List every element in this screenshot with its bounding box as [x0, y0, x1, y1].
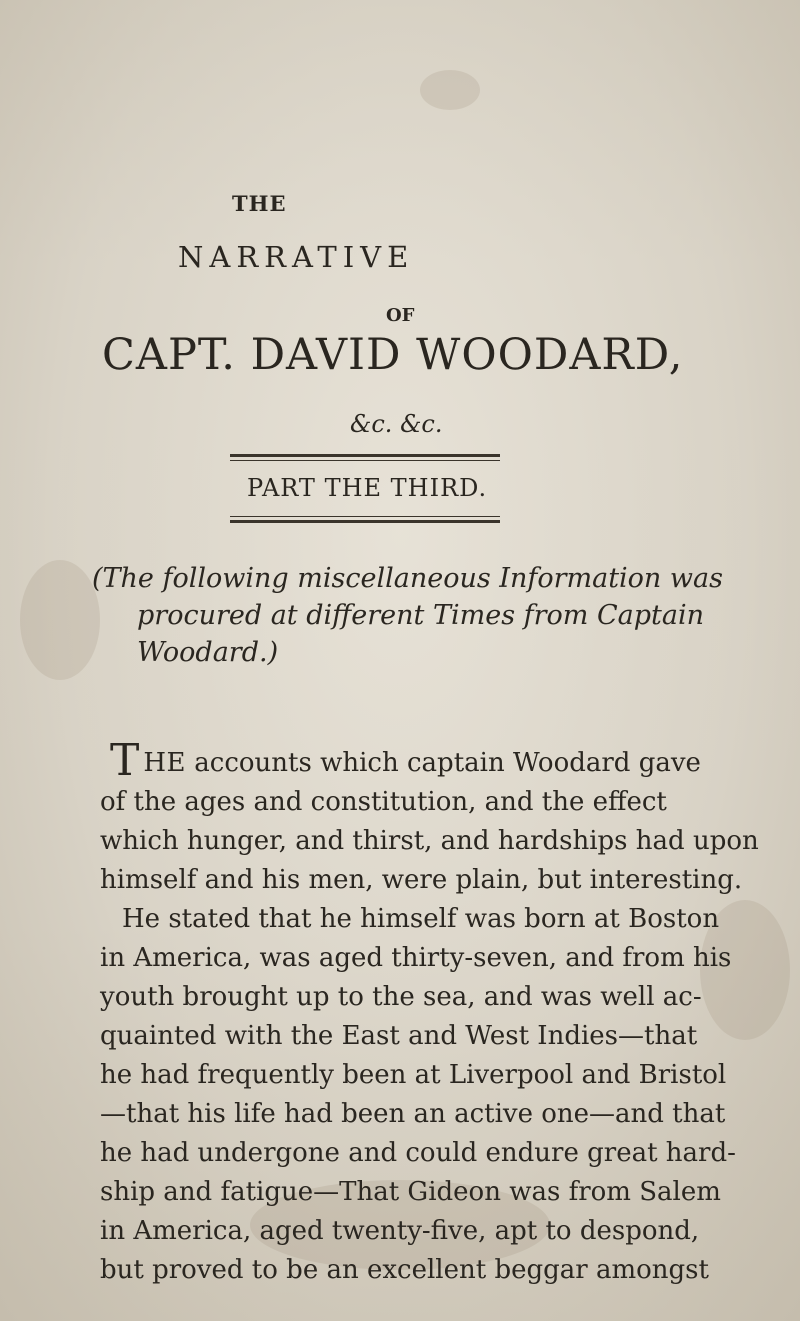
- body-line: of the ages and constitution, and the effect: [100, 787, 667, 817]
- body-line: —that his life had been an active one—and that: [100, 1099, 726, 1129]
- body-line: in America, aged twenty-five, apt to despond,: [100, 1216, 700, 1246]
- intro-line: (The following miscellaneous Information was: [92, 563, 723, 594]
- title-captain-name: CAPT. DAVID WOODARD,: [102, 330, 684, 380]
- paper-stain: [420, 70, 480, 110]
- body-line: he had frequently been at Liverpool and Bristol: [100, 1060, 727, 1090]
- top-rule-divider: [230, 454, 500, 457]
- title-etc: &c. &c.: [350, 410, 443, 438]
- title-of: OF: [386, 305, 415, 326]
- body-line: quainted with the East and West Indies—that: [100, 1021, 698, 1051]
- bottom-rule-thin-divider: [230, 516, 500, 517]
- body-paragraph: [100, 735, 759, 1290]
- top-rule-thin-divider: [230, 460, 500, 461]
- title-the: THE: [232, 191, 287, 216]
- title-narrative: NARRATIVE: [178, 240, 415, 274]
- paper-stain: [20, 560, 100, 680]
- first-line-rest: accounts which captain Woodard gave: [194, 748, 701, 778]
- part-heading: PART THE THIRD.: [247, 474, 488, 502]
- first-word-rest: HE: [143, 748, 187, 778]
- intro-line: Woodard.): [137, 637, 279, 668]
- body-line: but proved to be an excellent beggar amongst: [100, 1255, 709, 1285]
- body-line: youth brought up to the sea, and was well ac-: [100, 982, 702, 1012]
- intro-note: [92, 560, 752, 671]
- body-line: himself and his men, were plain, but interesting.: [100, 865, 743, 895]
- body-line: which hunger, and thirst, and hardships had upon: [100, 826, 759, 856]
- body-line: he had undergone and could endure great hard-: [100, 1138, 736, 1168]
- body-line: in America, was aged thirty-seven, and from his: [100, 943, 732, 973]
- intro-line: procured at different Times from Captain: [137, 600, 704, 631]
- body-line: He stated that he himself was born at Boston: [122, 904, 720, 934]
- drop-cap: T: [110, 735, 140, 786]
- body-line: ship and fatigue—That Gideon was from Salem: [100, 1177, 721, 1207]
- body-first-line: [100, 735, 756, 786]
- bottom-rule-divider: [230, 520, 500, 523]
